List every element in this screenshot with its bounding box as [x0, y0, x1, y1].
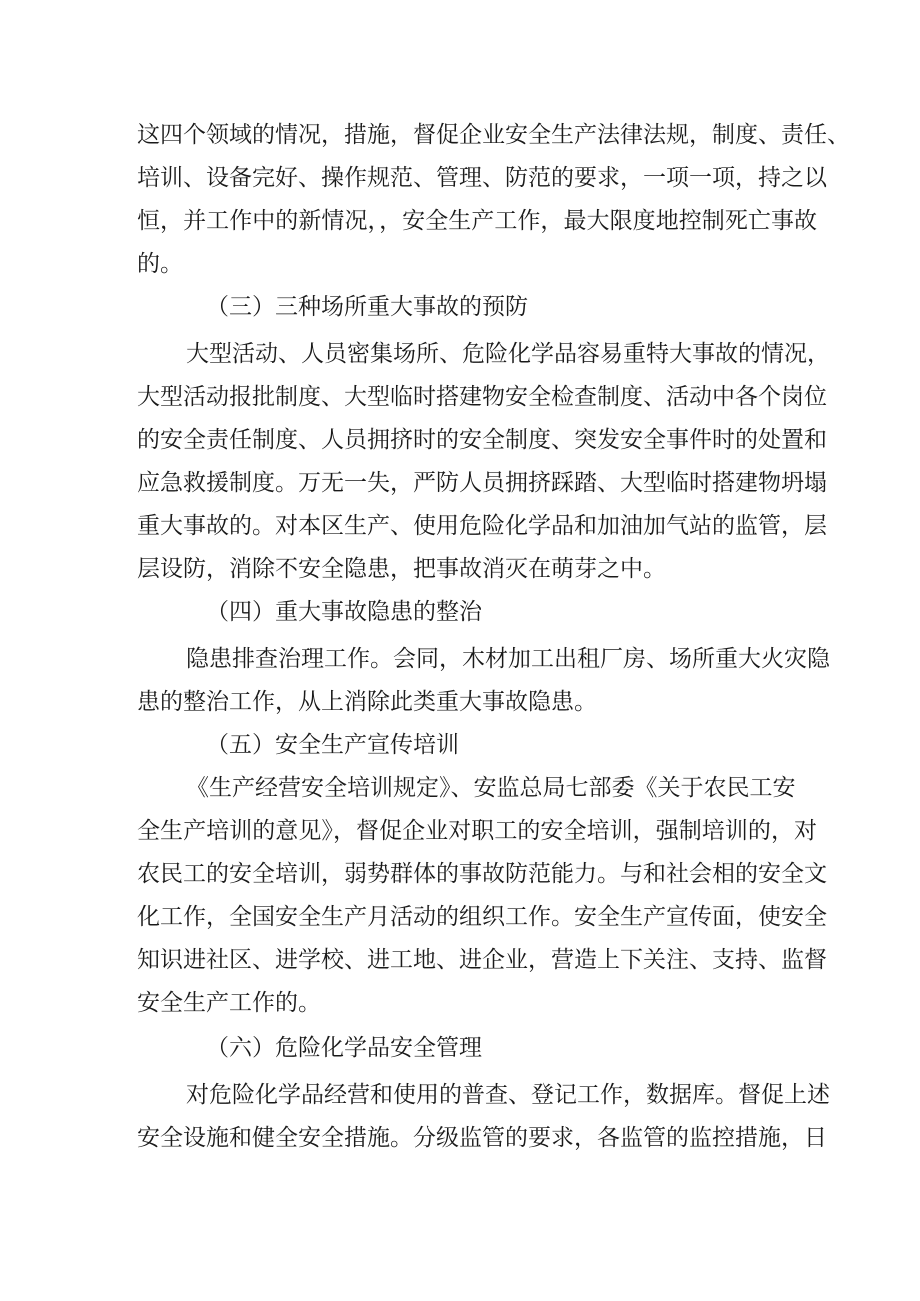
section-heading: （三）三种场所重大事故的预防 [206, 294, 528, 320]
section-heading: （四）重大事故隐患的整治 [206, 599, 482, 625]
text-line: 知识进社区、进学校、进工地、进企业，营造上下关注、支持、监督 [137, 947, 827, 973]
text-line: 重大事故的。对本区生产、使用危险化学品和加油加气站的监管，层 [137, 513, 827, 539]
text-line: 安全生产工作的。 [137, 990, 321, 1016]
text-line: 层设防，消除不安全隐患，把事故消灭在萌芽之中。 [137, 556, 666, 582]
text-line: 大型活动、人员密集场所、危险化学品容易重特大事故的情况， [186, 341, 830, 367]
text-line: 恒，并工作中的新情况，，安全生产工作，最大限度地控制死亡事故 [137, 208, 817, 234]
text-line: 的安全责任制度、人员拥挤时的安全制度、突发安全事件时的处置和 [137, 427, 827, 453]
text-line: 化工作，全国安全生产月活动的组织工作。安全生产宣传面，使安全 [137, 904, 827, 930]
text-line: 对危险化学品经营和使用的普查、登记工作，数据库。督促上述 [186, 1082, 830, 1108]
text-line: 培训、设备完好、操作规范、管理、防范的要求，一项一项，持之以 [137, 165, 827, 191]
text-line: 全生产培训的意见》，督促企业对职工的安全培训，强制培训的，对 [137, 818, 817, 844]
text-line: 患的整治工作，从上消除此类重大事故隐患。 [137, 689, 597, 715]
text-line: 应急救援制度。万无一失，严防人员拥挤踩踏、大型临时搭建物坍塌 [137, 470, 827, 496]
section-heading: （五）安全生产宣传培训 [206, 732, 459, 758]
text-line: 大型活动报批制度、大型临时搭建物安全检查制度、活动中各个岗位 [137, 384, 827, 410]
text-line: 这四个领域的情况，措施，督促企业安全生产法律法规，制度、责任、 [137, 122, 850, 148]
text-line: 隐患排查治理工作。会同，木材加工出租厂房、场所重大火灾隐 [186, 646, 830, 672]
text-line: 农民工的安全培训，弱势群体的事故防范能力。与和社会相的安全文 [137, 861, 827, 887]
text-line: 的。 [137, 251, 183, 277]
text-line: 安全设施和健全安全措施。分级监管的要求，各监管的监控措施，日 [137, 1125, 827, 1151]
text-line: 《生产经营安全培训规定》、安监总局七部委《关于农民工安 [186, 775, 796, 801]
section-heading: （六）危险化学品安全管理 [206, 1035, 482, 1061]
